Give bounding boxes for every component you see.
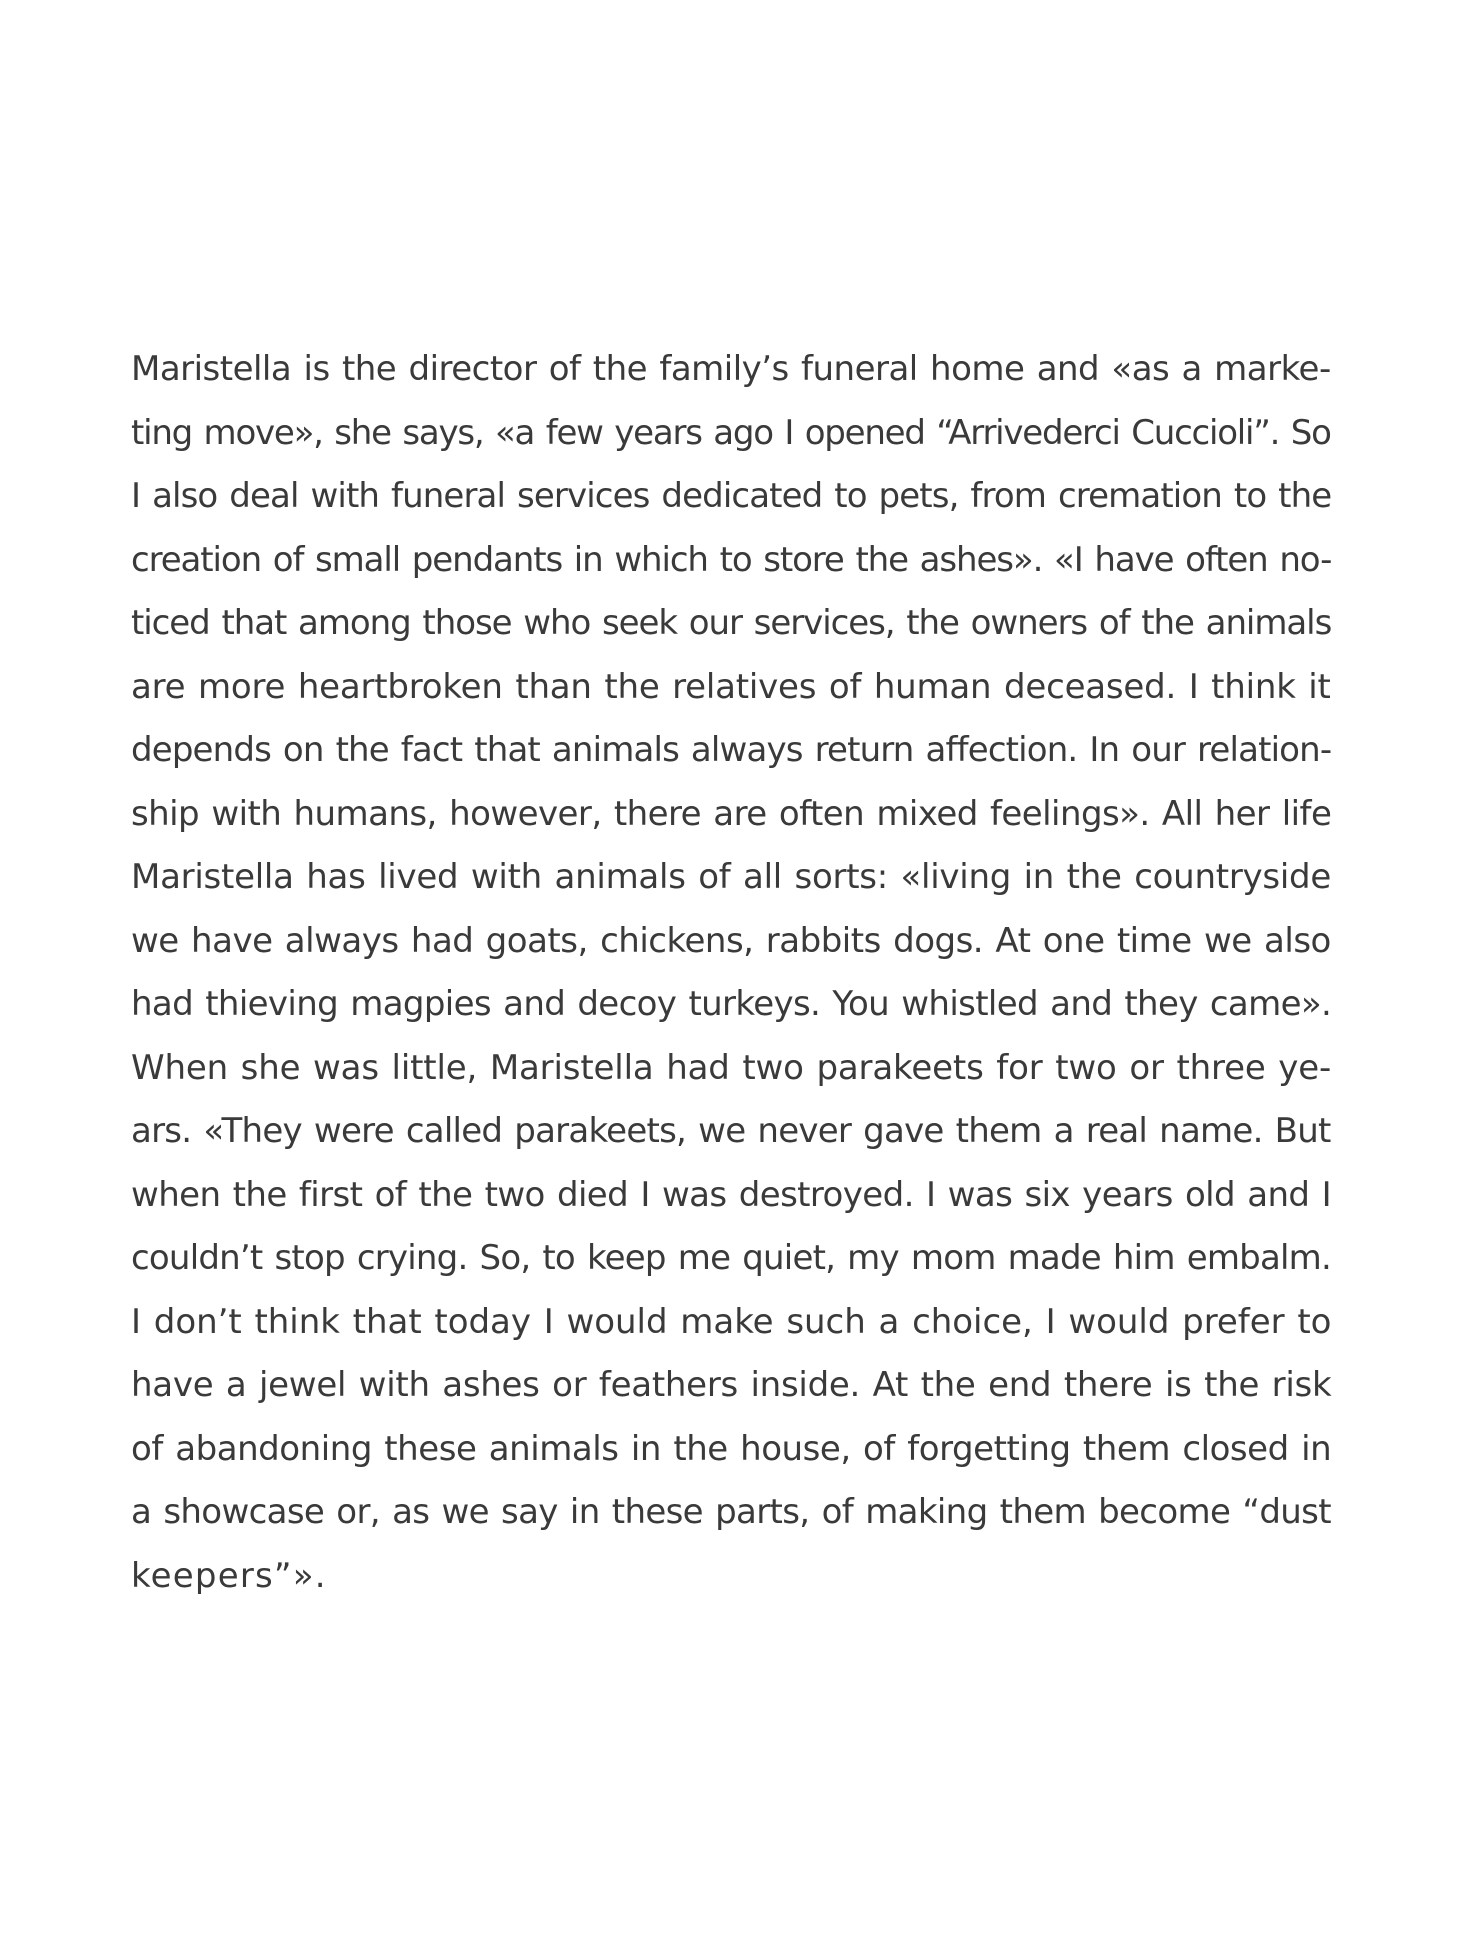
paragraph-line: Maristella has lived with animals of all sorts: «living in the countryside <box>131 857 1332 897</box>
paragraph-line: ship with humans, however, there are often mixed feelings». All her life <box>131 793 1332 834</box>
paragraph-line: a showcase or, as we say in these parts, of making them become “dust <box>131 1492 1331 1532</box>
body-paragraph <box>131 338 1331 1608</box>
paragraph-line: couldn’t stop crying. So, to keep me quiet, my mom made him embalm. <box>131 1238 1332 1278</box>
paragraph-line: of abandoning these animals in the house, of forgetting them closed in <box>131 1428 1332 1469</box>
paragraph-line: are more heartbroken than the relatives of human deceased. I think it <box>131 666 1331 707</box>
paragraph-line: ting move», she says, «a few years ago I opened “Arrivederci Cuccioli”. So <box>131 412 1331 453</box>
paragraph-line: depends on the fact that animals always return affection. In our relation- <box>131 730 1332 770</box>
paragraph-line: when the first of the two died I was destroyed. I was six years old and I <box>131 1174 1332 1215</box>
paragraph-line: keepers”». <box>131 1555 327 1596</box>
paragraph-line: we have always had goats, chickens, rabbits dogs. At one time we also <box>131 920 1331 961</box>
paragraph-line: I also deal with funeral services dedicated to pets, from cremation to the <box>131 476 1332 516</box>
paragraph-line: I don’t think that today I would make such a choice, I would prefer to <box>131 1301 1332 1342</box>
paragraph-line: ars. «They were called parakeets, we never gave them a real name. But <box>131 1111 1331 1151</box>
paragraph-line: ticed that among those who seek our services, the owners of the animals <box>131 603 1332 643</box>
paragraph-line: had thieving magpies and decoy turkeys. You whistled and they came». <box>131 984 1332 1024</box>
paragraph-line: When she was little, Maristella had two parakeets for two or three ye- <box>131 1047 1332 1088</box>
paragraph-line: have a jewel with ashes or feathers inside. At the end there is the risk <box>131 1365 1332 1405</box>
paragraph-line: creation of small pendants in which to store the ashes». «I have often no- <box>131 539 1332 580</box>
paragraph-line: Maristella is the director of the family’s funeral home and «as a marke- <box>131 349 1331 389</box>
